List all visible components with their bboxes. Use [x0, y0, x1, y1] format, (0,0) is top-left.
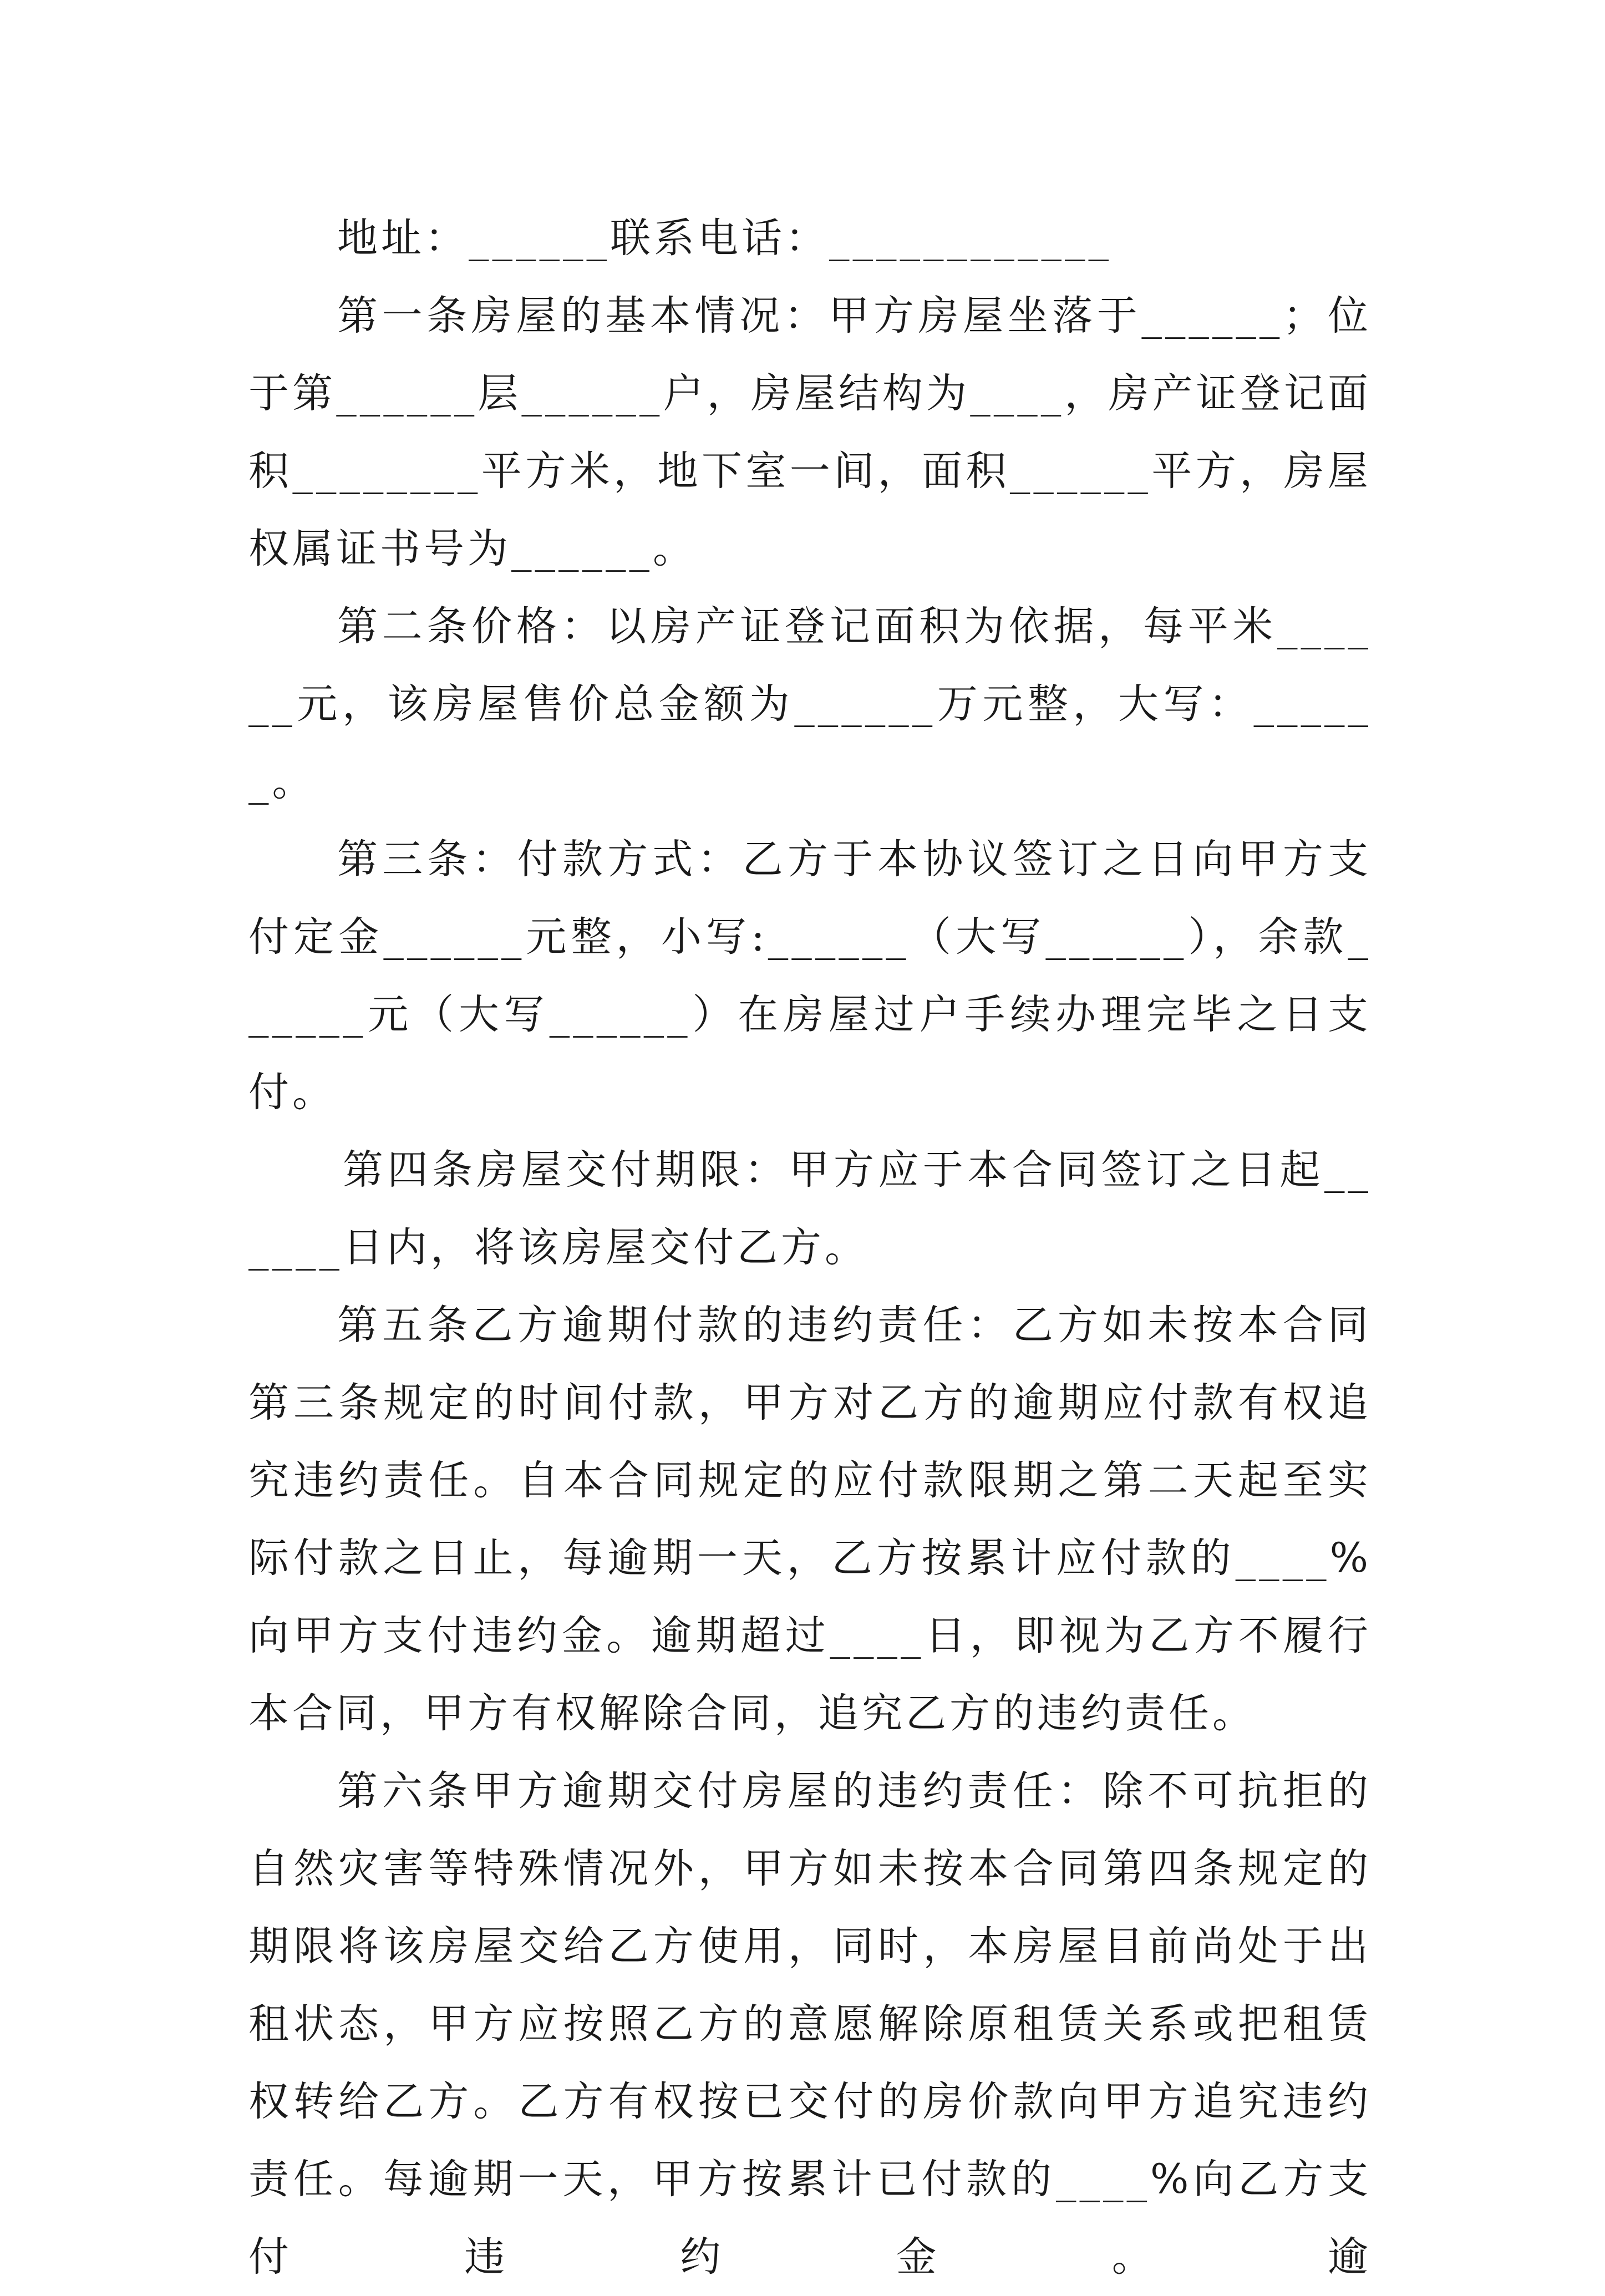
paragraph-article-2: 第二条价格：以房产证登记面积为依据，每平米______元，该房屋售价总金额为______万元整，大写：______。: [248, 603, 1372, 805]
document-page: [248, 200, 1372, 2296]
paragraph-article-4: 第四条房屋交付期限：甲方应于本合同签订之日起______日内，将该房屋交付乙方。: [248, 1146, 1372, 1271]
paragraph-article-6: 第六条甲方逾期交付房屋的违约责任：除不可抗拒的自然灾害等特殊情况外，甲方如未按本合同第四条规定的期限将该房屋交给乙方使用，同时，本房屋目前尚处于出租状态，甲方应按照乙方的意愿解除原租赁关系或把租赁权转给乙方。乙方有权按已交付的房价款向甲方追究违约责任。每逾期一天，甲方按累计已付款的____%向乙方支付违约金。逾: [248, 1767, 1372, 2280]
paragraph-article-1: 第一条房屋的基本情况：甲方房屋坐落于______；位于第______层______户，房屋结构为____，房产证登记面积________平方米，地下室一间，面积______平方，房屋权属证书号为______。: [248, 292, 1372, 572]
paragraph-article-3: 第三条：付款方式：乙方于本协议签订之日向甲方支付定金______元整，小写:______（大写______），余款______元（大写______）在房屋过户手续办理完毕之日支付。: [248, 836, 1372, 1116]
paragraph-address: 地址：______联系电话：____________: [337, 215, 1112, 262]
paragraph-article-5: 第五条乙方逾期付款的违约责任：乙方如未按本合同第三条规定的时间付款，甲方对乙方的逾期应付款有权追究违约责任。自本合同规定的应付款限期之第二天起至实际付款之日止，每逾期一天，乙方按累计应付款的____%向甲方支付违约金。逾期超过____日，即视为乙方不履行本合同，甲方有权解除合同，追究乙方的违约责任。: [248, 1302, 1372, 1737]
